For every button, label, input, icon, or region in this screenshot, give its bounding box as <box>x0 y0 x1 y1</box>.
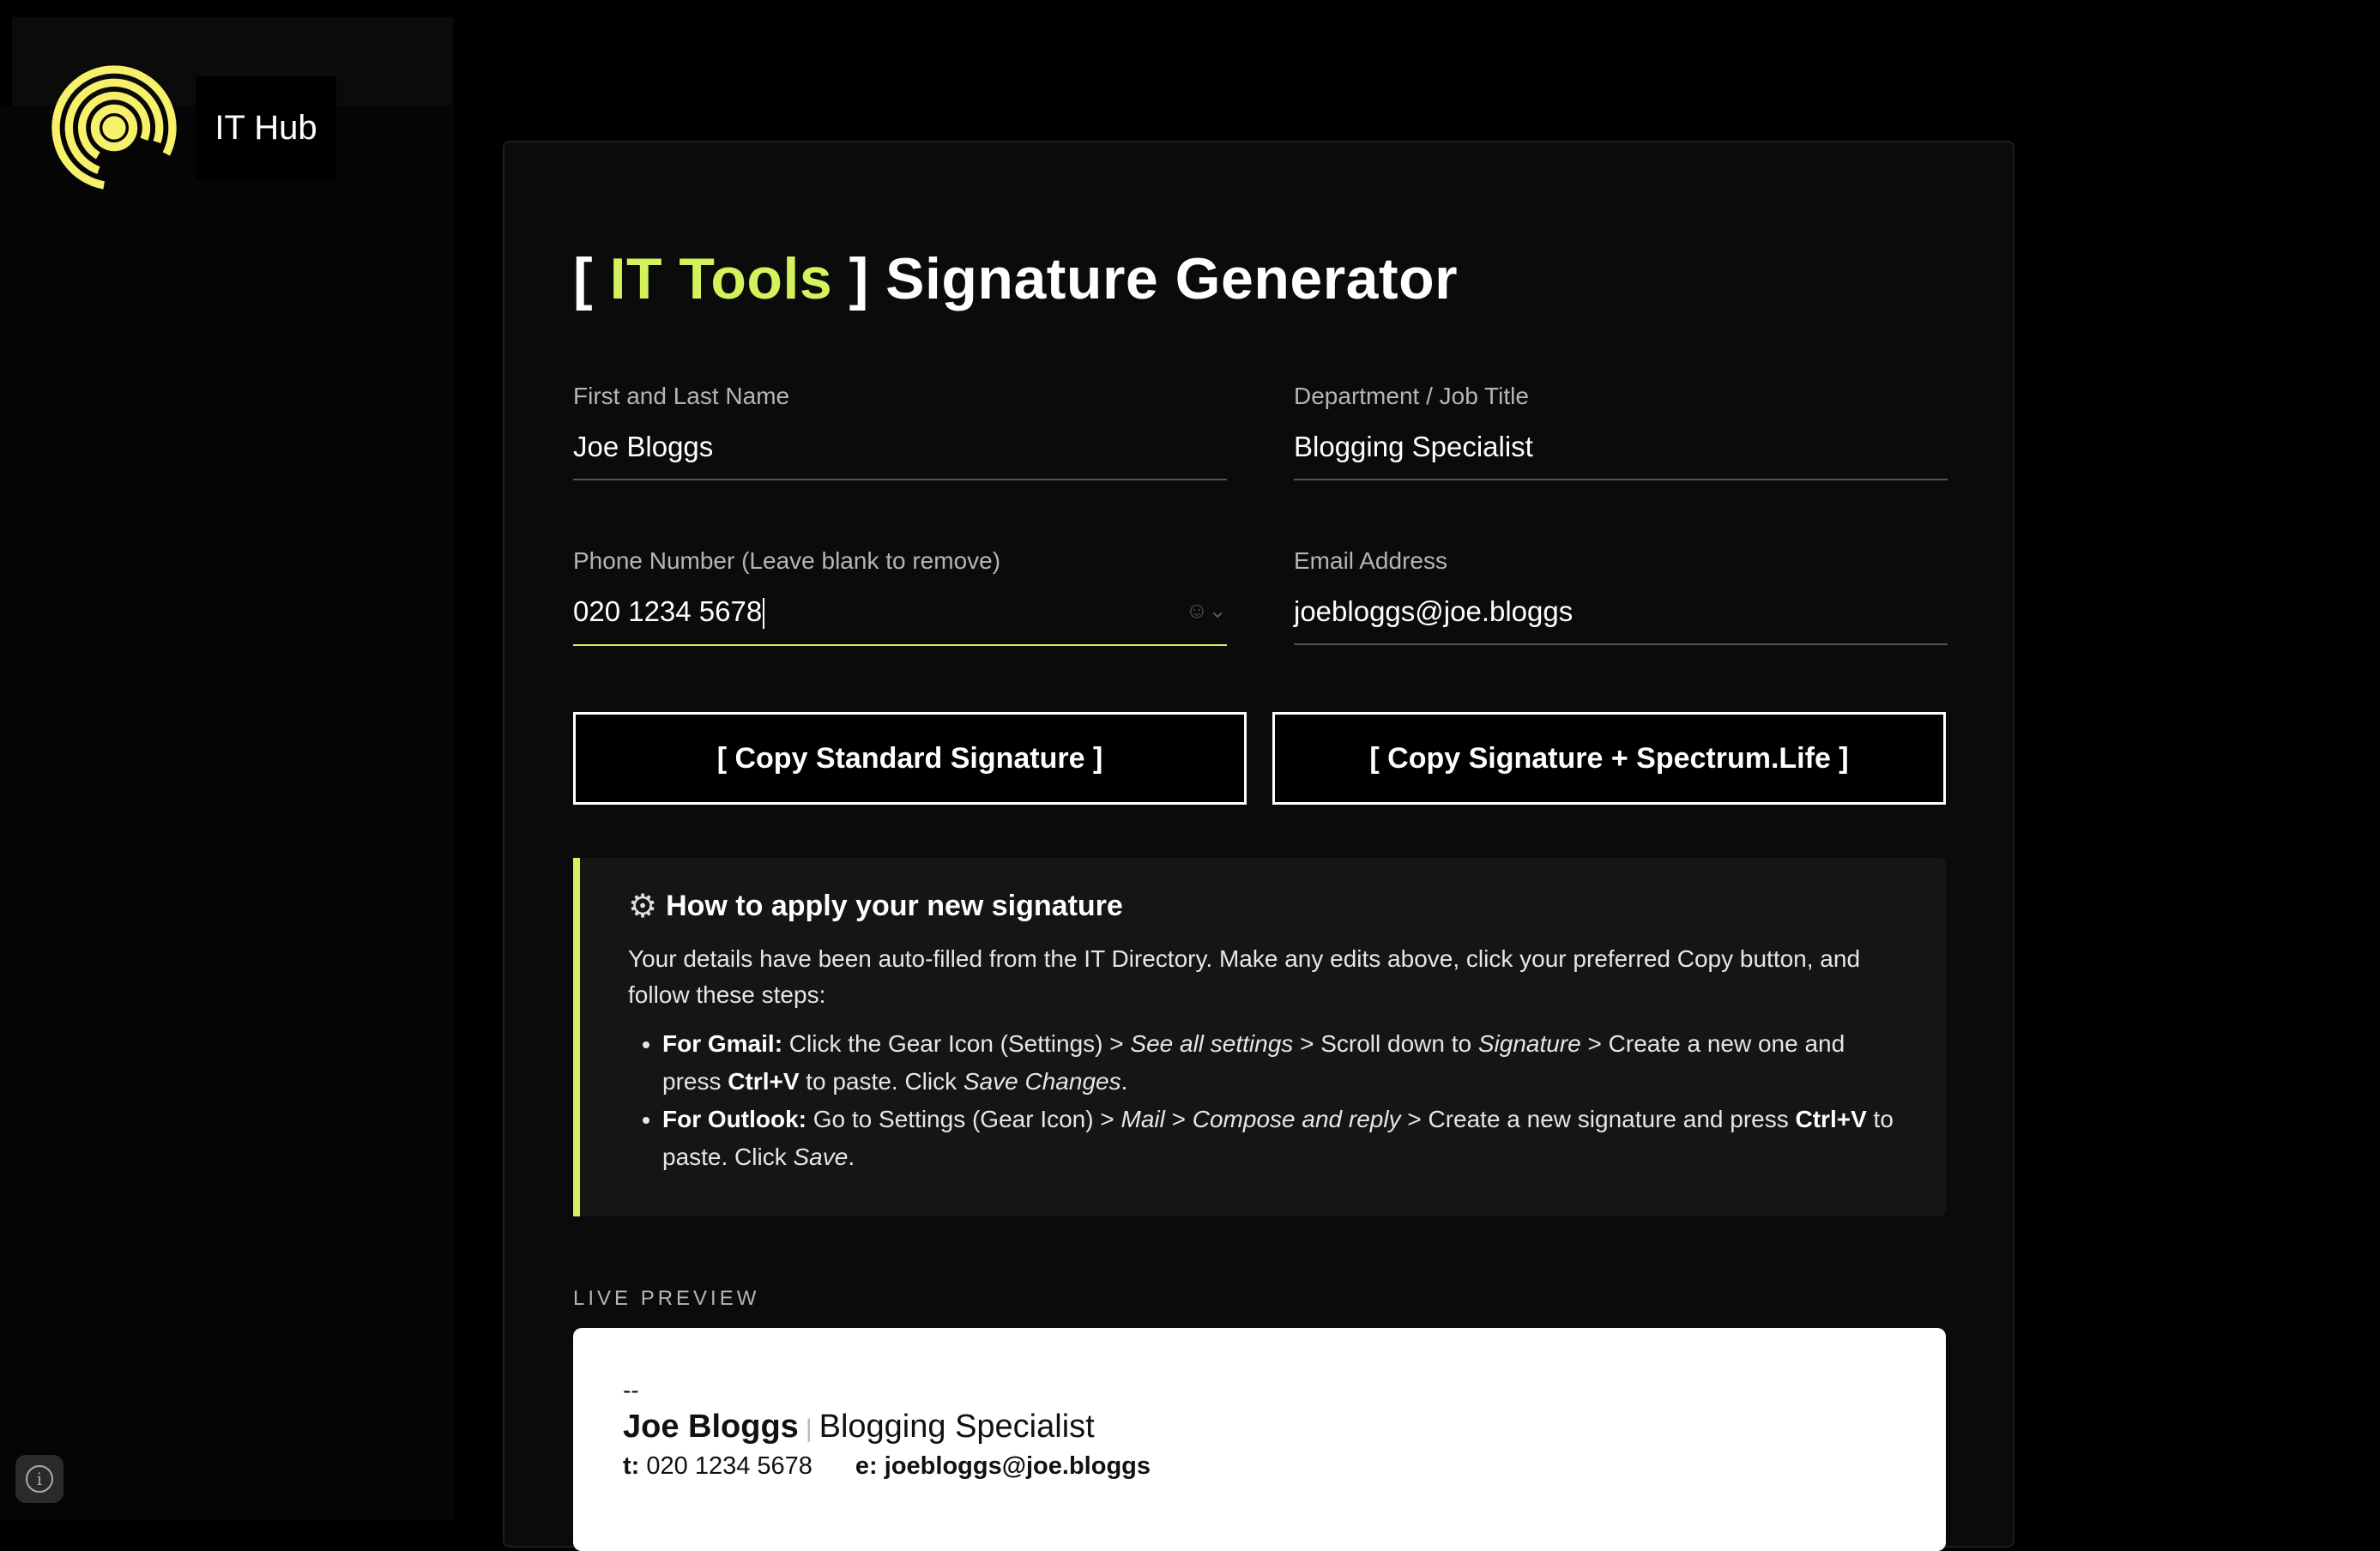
gmail-shortcut: Ctrl+V <box>728 1068 800 1095</box>
howto-steps <box>628 1025 1898 1176</box>
outlook-text-3: > Create a new signature and press <box>1400 1106 1796 1132</box>
email-input[interactable]: joebloggs@joe.bloggs <box>1294 575 1948 645</box>
title-rest: Signature Generator <box>885 246 1459 311</box>
brand-title-box <box>196 76 336 179</box>
brand[interactable] <box>41 55 336 201</box>
name-input[interactable]: Joe Bloggs <box>573 410 1227 480</box>
outlook-step <box>662 1101 1898 1176</box>
outlook-lead: For Outlook: <box>662 1106 806 1132</box>
outlook-text-4: to paste. Click <box>662 1106 1894 1170</box>
title-bracket-close: ] <box>849 246 869 311</box>
signature-name: Joe Bloggs <box>623 1409 799 1445</box>
signature-preview <box>573 1328 1946 1551</box>
sidebar <box>0 106 455 1520</box>
name-field <box>573 383 1227 480</box>
info-button[interactable] <box>15 1455 63 1503</box>
phone-label: Phone Number (Leave blank to remove) <box>573 547 1001 574</box>
brand-title: IT Hub <box>214 108 317 147</box>
gmail-text-4: to paste. Click <box>799 1068 963 1095</box>
text-caret <box>763 598 764 629</box>
logo-icon <box>41 55 187 201</box>
page-title <box>573 245 1458 312</box>
signature-name-line <box>623 1409 1896 1445</box>
name-label: First and Last Name <box>573 383 790 409</box>
outlook-text-2: > <box>1164 1106 1193 1132</box>
gmail-signature: Signature <box>1477 1030 1581 1057</box>
gmail-text-2: > Scroll down to <box>1293 1030 1478 1057</box>
howto-intro: Your details have been auto-filled from the IT Directory. Make any edits above, click your preferred Copy button, and follow these steps: <box>628 945 1861 1008</box>
signature-phone: 020 1234 5678 <box>646 1452 812 1480</box>
signature-dashes: -- <box>623 1377 639 1403</box>
signature-title: Blogging Specialist <box>819 1409 1095 1445</box>
title-bracket-open: [ <box>573 246 594 311</box>
gmail-text-5: . <box>1121 1068 1128 1095</box>
outlook-mail: Mail <box>1121 1106 1165 1132</box>
email-label: Email Address <box>1294 547 1447 574</box>
phone-input[interactable] <box>573 575 1227 646</box>
outlook-text-1: Go to Settings (Gear Icon) > <box>806 1106 1121 1132</box>
gmail-text-3: > Create a new one and press <box>662 1030 1845 1095</box>
email-field <box>1294 547 1948 645</box>
gmail-text-1: Click the Gear Icon (Settings) > <box>782 1030 1131 1057</box>
signature-email-label: e: <box>855 1452 878 1480</box>
autofill-contact-icon[interactable]: ☺⌄ <box>1185 597 1227 624</box>
signature-contact-line <box>623 1452 1896 1481</box>
copy-standard-signature-button[interactable]: [ Copy Standard Signature ] <box>573 712 1247 805</box>
outlook-save: Save <box>793 1144 849 1170</box>
signature-email: joebloggs@joe.bloggs <box>884 1452 1151 1480</box>
phone-value: 020 1234 5678 <box>573 595 763 627</box>
live-preview-label: LIVE PREVIEW <box>573 1287 760 1310</box>
signature-phone-label: t: <box>623 1452 640 1480</box>
top-bar <box>453 0 2380 106</box>
phone-field <box>573 547 1227 646</box>
outlook-compose-reply: Compose and reply <box>1192 1106 1401 1132</box>
copy-spectrum-signature-button[interactable]: [ Copy Signature + Spectrum.Life ] <box>1272 712 1946 805</box>
title-accent: IT Tools <box>609 246 833 311</box>
department-label: Department / Job Title <box>1294 383 1529 409</box>
department-input[interactable]: Blogging Specialist <box>1294 410 1948 480</box>
gmail-save-changes: Save Changes <box>963 1068 1121 1095</box>
gmail-lead: For Gmail: <box>662 1030 783 1057</box>
howto-title: How to apply your new signature <box>666 890 1123 922</box>
department-field <box>1294 383 1948 480</box>
gear-icon: ⚙ <box>628 889 658 925</box>
howto-heading <box>628 887 1898 926</box>
outlook-text-5: . <box>848 1144 855 1170</box>
info-icon: i <box>26 1465 53 1493</box>
signature-separator: | <box>805 1415 812 1443</box>
gmail-see-all-settings: See all settings <box>1130 1030 1294 1057</box>
gmail-step <box>662 1025 1898 1101</box>
outlook-shortcut: Ctrl+V <box>1795 1106 1867 1132</box>
howto-panel <box>573 858 1946 1216</box>
